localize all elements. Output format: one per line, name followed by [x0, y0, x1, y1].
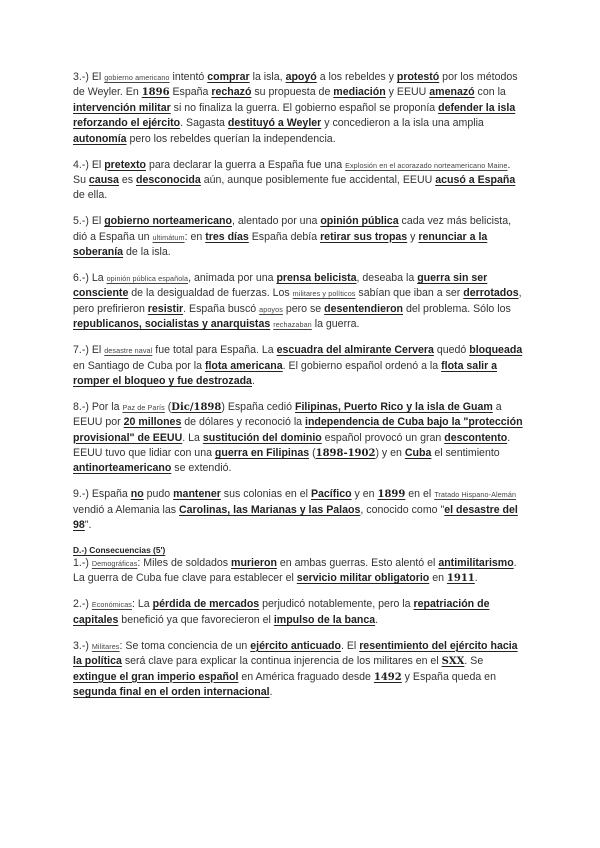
small-caps-term: apoyos	[259, 304, 283, 314]
text-run: con la	[474, 86, 506, 99]
text-run: : en	[184, 230, 206, 243]
date-value: 1911	[446, 573, 475, 585]
text-run: (	[164, 400, 172, 413]
text-run: ) y en	[375, 447, 405, 460]
text-run: , deseaba la	[356, 271, 418, 284]
text-run: para declarar la guerra a España fue una	[146, 158, 346, 171]
text-run: y concedieron a la isla una amplia	[321, 117, 484, 130]
text-run: pero los rebeldes querían la independencia.	[126, 132, 336, 145]
text-run: es	[118, 173, 137, 186]
date-value: Dic/1898	[171, 401, 222, 413]
highlighted-term: retirar sus tropas	[320, 230, 408, 243]
highlighted-term: amenazó	[429, 86, 475, 99]
text-run: perjudicó notablemente, pero la	[259, 598, 414, 611]
text-run: pudo	[143, 488, 174, 501]
text-run: . La	[182, 431, 203, 444]
highlighted-term: resentimiento del ejército hacia la política	[73, 639, 518, 668]
date-value: 1899	[377, 489, 406, 501]
text-run: . España buscó	[183, 302, 260, 315]
paragraph-p6	[73, 271, 523, 333]
text-run: . Sagasta	[180, 117, 228, 130]
highlighted-term: mantener	[173, 488, 221, 501]
highlighted-term: derrotados	[463, 287, 519, 300]
highlighted-term: no	[130, 488, 144, 501]
text-run: en	[429, 572, 447, 585]
highlighted-term: opinión pública	[320, 215, 399, 228]
text-run: en América fraguado desde	[238, 670, 374, 683]
highlighted-term: impulso de la banca	[273, 613, 376, 626]
text-run: España	[169, 86, 212, 99]
small-caps-term: Demográficas	[91, 559, 138, 569]
text-run: su propuesta de	[251, 86, 334, 99]
date-value: 1492	[373, 671, 402, 683]
highlighted-term: comprar	[207, 71, 250, 83]
text-run: . Se	[464, 655, 484, 668]
highlighted-term: servicio militar obligatorio	[296, 572, 430, 585]
text-run: la guerra.	[311, 318, 360, 331]
highlighted-term: guerra en Filipinas	[214, 447, 310, 460]
text-run: .	[251, 374, 255, 387]
highlighted-term: autonomía	[73, 132, 127, 145]
highlighted-term: republicanos, socialistas y anarquistas	[73, 318, 271, 331]
section-heading	[73, 544, 523, 556]
paragraph-p5	[73, 214, 523, 260]
text-run: (	[309, 447, 316, 460]
paragraph-p7	[73, 343, 523, 389]
text-run: : La	[132, 598, 153, 611]
highlighted-term: murieron	[231, 557, 277, 570]
text-run: 9.-) España	[73, 488, 131, 501]
text-run: del problema. Sólo los	[403, 302, 511, 315]
text-run: .	[474, 572, 478, 585]
highlighted-term: 20 millones	[123, 416, 182, 429]
highlighted-term: antimilitarismo	[438, 557, 514, 570]
paragraph-p3	[73, 70, 523, 147]
text-run: quedó	[433, 344, 470, 357]
highlighted-term: independencia de Cuba bajo la "protección provisional" de EEUU	[73, 416, 523, 444]
text-run: , pero prefirieron	[73, 287, 522, 315]
small-caps-term: gobierno americano	[104, 73, 170, 82]
text-run: . El	[340, 639, 360, 652]
paragraph-p4	[73, 158, 523, 204]
text-run: . El gobierno español ordenó a la	[282, 359, 442, 372]
paragraph-c3	[73, 639, 523, 701]
highlighted-term: repatriación de capitales	[73, 598, 490, 626]
highlighted-term: guerra sin ser consciente	[73, 271, 488, 300]
highlighted-term: sustitución del dominio	[202, 431, 322, 444]
small-caps-term: Tratado Hispano-Alemán	[434, 490, 517, 500]
text-run: si no finaliza la guerra. El gobierno español se proponía	[170, 101, 439, 114]
text-run: 3.-)	[73, 639, 92, 652]
text-run: sabían que iban a ser	[355, 287, 464, 300]
highlighted-term: tres días	[205, 230, 249, 243]
text-run: benefició ya que favorecieron el	[118, 613, 274, 626]
text-run: de la isla.	[123, 246, 171, 259]
text-run: de dólares y reconoció la	[181, 416, 306, 429]
heading-text: D.-) Consecuencias (5')	[73, 545, 166, 556]
small-caps-term: Militares	[91, 641, 120, 651]
highlighted-term: flota americana	[204, 359, 283, 372]
text-run: 4.-) El	[73, 158, 105, 171]
text-run: y en	[351, 488, 378, 501]
text-run: español provocó un gran	[321, 431, 445, 444]
highlighted-term: apoyó	[285, 71, 317, 83]
paragraph-p8	[73, 400, 523, 477]
text-run: .	[375, 613, 379, 626]
highlighted-term: prensa belicista	[276, 271, 357, 284]
text-run: 2.-)	[73, 598, 92, 611]
text-run: : Se toma conciencia de un	[119, 639, 251, 652]
highlighted-term: antinorteamericano	[73, 462, 172, 475]
small-caps-term: Económicas	[91, 600, 132, 610]
text-run: y	[407, 230, 419, 243]
text-run: : Miles de soldados	[137, 557, 232, 570]
text-run: pero se	[282, 302, 325, 315]
highlighted-term: resistir	[147, 302, 184, 315]
small-caps-term: Paz de París	[122, 402, 165, 412]
highlighted-term: bloqueada	[469, 344, 523, 357]
highlighted-term: causa	[88, 173, 119, 186]
text-run: . EEUU tuvo que lidiar con una	[73, 431, 511, 460]
text-run: cada vez más belicista, dió a España un	[73, 215, 512, 243]
text-run: 3.-) El	[73, 71, 105, 83]
small-caps-term: ultimátum	[152, 232, 185, 242]
highlighted-term: pretexto	[104, 158, 146, 171]
text-run: , animada por una	[188, 271, 277, 284]
text-run: a EEUU por	[73, 400, 502, 429]
highlighted-term: desentendieron	[324, 302, 404, 315]
text-run: de ella.	[73, 189, 108, 202]
highlighted-term: acusó a España	[435, 173, 516, 186]
text-run: 6.-) La	[73, 271, 107, 284]
highlighted-term: protestó	[396, 71, 440, 83]
highlighted-term: Filipinas, Puerto Rico y la isla de Guam	[294, 400, 493, 413]
highlighted-term: Cuba	[404, 447, 432, 460]
highlighted-term: segunda final en el orden internacional	[73, 685, 270, 698]
text-run: por los métodos de Weyler. En	[73, 71, 518, 99]
text-run: . La guerra de Cuba fue clave para establecer el	[73, 557, 517, 585]
text-run: 8.-) Por la	[73, 400, 123, 413]
text-run: ) España cedió	[221, 400, 295, 413]
highlighted-term: renunciar a la soberanía	[73, 230, 488, 259]
text-run: España debía	[248, 230, 321, 243]
text-run: vendió a Alemania las	[73, 503, 180, 516]
highlighted-term: desconocida	[136, 173, 201, 186]
paragraph-c2	[73, 597, 523, 628]
text-run: aún, aunque posiblemente fue accidental, EEUU	[200, 173, 436, 186]
small-caps-term: opinión pública española	[106, 273, 189, 283]
small-caps-term: militares y políticos	[292, 289, 356, 299]
text-run: ".	[84, 519, 92, 532]
text-run: en Santiago de Cuba por la	[73, 359, 205, 372]
text-run: . Su	[73, 158, 511, 186]
text-run: será clave para explicar la continua injerencia de los militares en el	[121, 655, 442, 668]
highlighted-term: flota salir a romper el bloqueo y fue destrozada	[73, 359, 498, 387]
highlighted-term: defender la isla reforzando el ejército	[73, 101, 516, 130]
highlighted-term: gobierno norteamericano	[104, 215, 232, 228]
text-run: y EEUU	[385, 86, 430, 99]
highlighted-term: escuadra del almirante Cervera	[276, 344, 434, 357]
paragraph-c1	[73, 556, 523, 587]
highlighted-term: pérdida de mercados	[152, 598, 260, 611]
highlighted-term: destituyó a Weyler	[227, 117, 322, 130]
small-caps-term: desastre naval	[104, 346, 153, 356]
date-value: 1898-1902	[315, 448, 376, 460]
text-run: , alentado por una	[231, 215, 321, 228]
small-caps-term: rechazaban	[273, 320, 312, 330]
text-run: la isla,	[249, 71, 286, 83]
text-run: en el	[405, 488, 435, 501]
text-run: fue total para España. La	[152, 344, 277, 357]
highlighted-term: ejército anticuado	[250, 639, 341, 652]
highlighted-term: extingue el gran imperio español	[73, 670, 239, 683]
highlighted-term: rechazó	[211, 86, 252, 99]
text-run: y España queda en	[401, 670, 496, 683]
highlighted-term: descontento	[444, 431, 508, 444]
document-page	[73, 70, 523, 711]
text-run: a los rebeldes y	[316, 71, 397, 83]
text-run: 7.-) El	[73, 344, 105, 357]
highlighted-term: mediación	[333, 86, 386, 99]
text-run: 1.-)	[73, 557, 92, 570]
text-run: 5.-) El	[73, 215, 105, 228]
text-run: se extendió.	[171, 462, 232, 475]
date-value: SXX	[441, 656, 465, 668]
highlighted-term: Carolinas, las Marianas y las Palaos	[179, 503, 361, 516]
text-run: intentó	[169, 71, 208, 83]
paragraph-p9	[73, 487, 523, 533]
highlighted-term: intervención militar	[73, 101, 171, 114]
text-run: en ambas guerras. Esto alentó el	[276, 557, 439, 570]
date-value: 1896	[141, 87, 170, 99]
highlighted-term: Pacífico	[310, 488, 352, 501]
highlighted-term: el desastre del 98	[73, 503, 518, 532]
text-run: , conocido como "	[360, 503, 445, 516]
text-run: el sentimiento	[431, 447, 500, 460]
small-caps-term: Explosión en el acorazado norteamericano Maine	[345, 160, 508, 170]
text-run: .	[269, 685, 273, 698]
text-run: de la desigualdad de fuerzas. Los	[128, 287, 293, 300]
text-run: sus colonias en el	[220, 488, 311, 501]
